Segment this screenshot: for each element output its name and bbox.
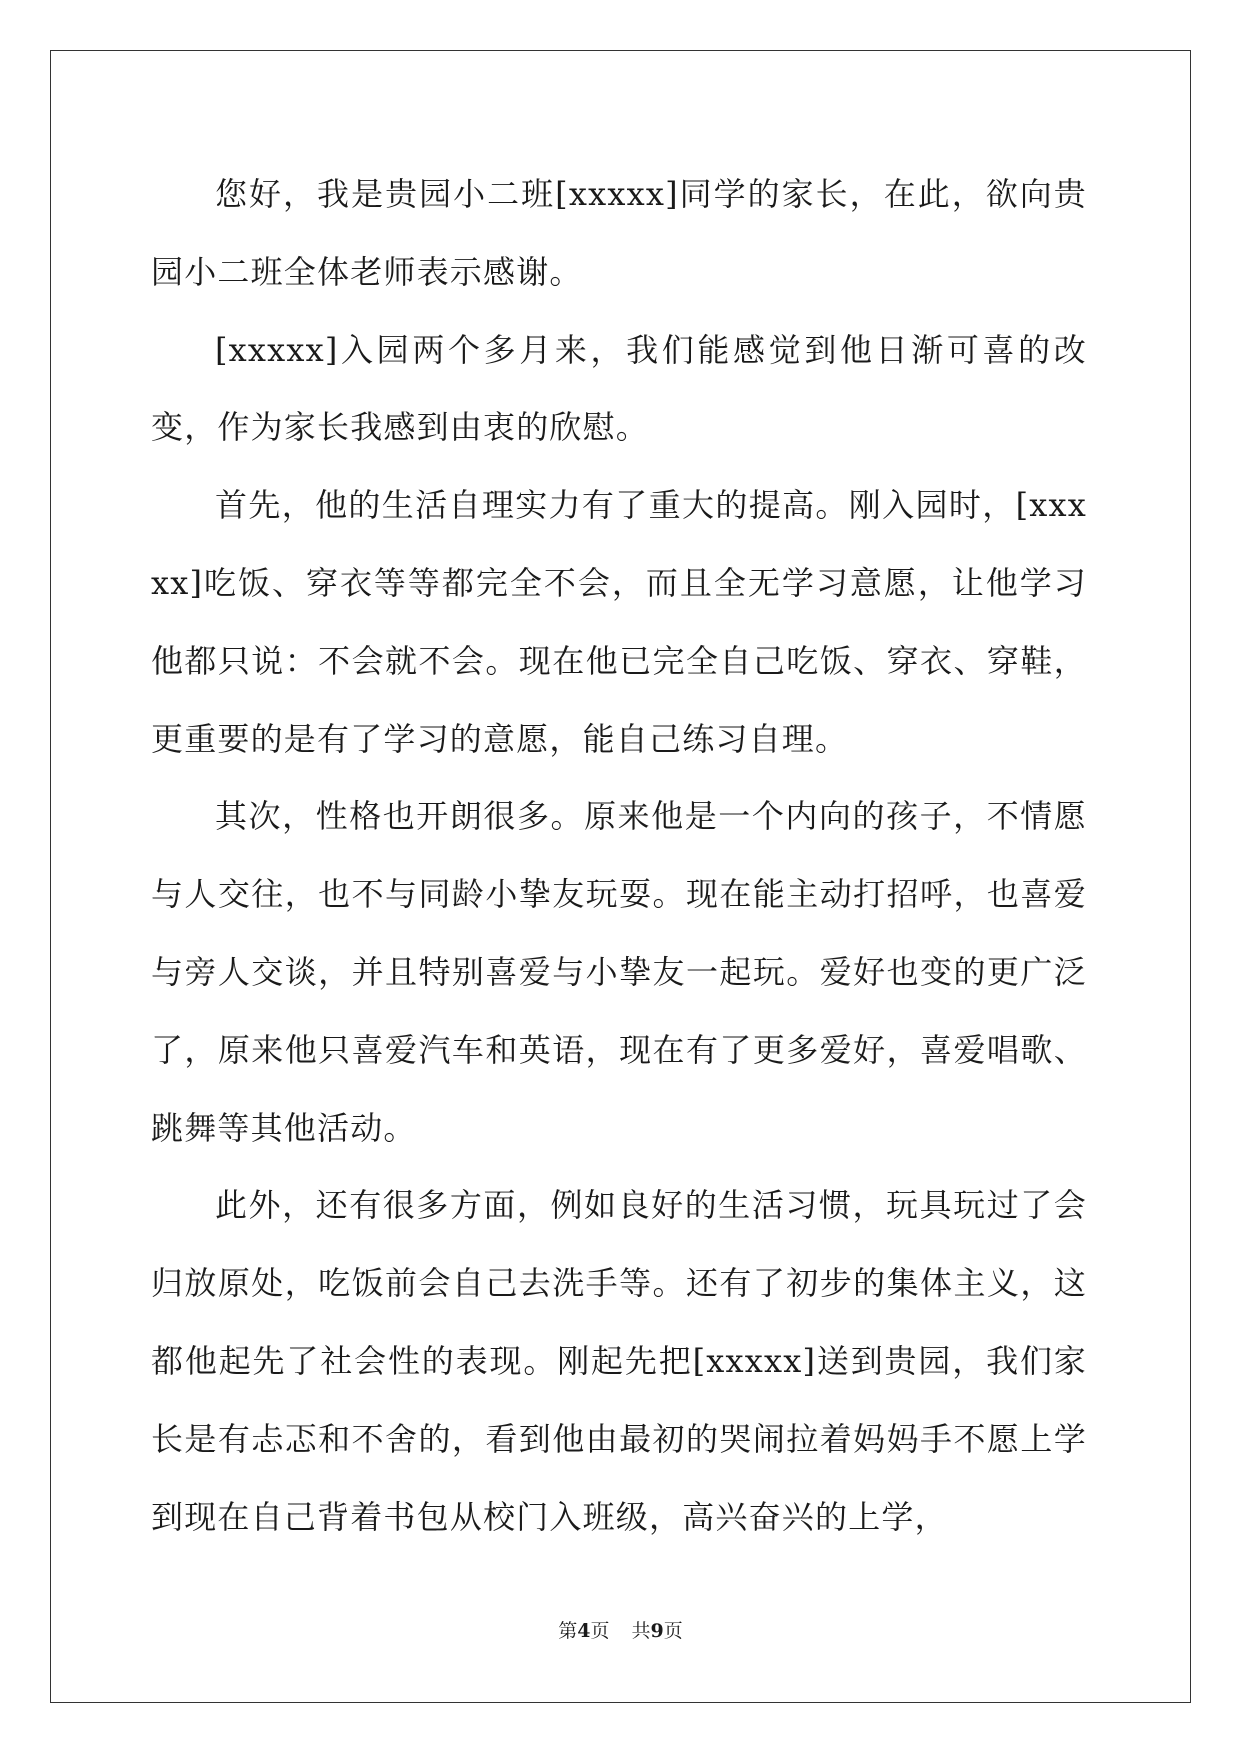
page-suffix: 页	[590, 1620, 610, 1642]
paragraph-2: [xxxxx]入园两个多月来，我们能感觉到他日渐可喜的改变，作为家长我感到由衷的欣慰。	[151, 330, 1087, 447]
paragraph-3: 首先，他的生活自理实力有了重大的提高。刚入园时，[xxxxx]吃饭、穿衣等等都完全不会，而且全无学习意愿，让他学习他都只说：不会就不会。现在他已完全自己吃饭、穿衣、穿鞋，更重要的是有了学习的意愿，能自己练习自理。	[151, 486, 1087, 758]
total-prefix: 共	[631, 1620, 651, 1642]
page-number: 4	[577, 1620, 591, 1642]
paragraph-4: 其次，性格也开朗很多。原来他是一个内向的孩子，不情愿与人交往，也不与同龄小挚友玩耍。现在能主动打招呼，也喜爱与旁人交谈，并且特别喜爱与小挚友一起玩。爱好也变的更广泛了，原来他只喜爱汽车和英语，现在有了更多爱好，喜爱唱歌、跳舞等其他活动。	[151, 797, 1087, 1147]
page-footer	[0, 1616, 1241, 1643]
total-pages: 9	[650, 1620, 664, 1642]
page-prefix: 第	[558, 1620, 578, 1642]
paragraph-5: 此外，还有很多方面，例如良好的生活习惯，玩具玩过了会归放原处，吃饭前会自己去洗手等。还有了初步的集体主义，这都他起先了社会性的表现。刚起先把[xxxxx]送到贵园，我们家长是有忐忑和不舍的，看到他由最初的哭闹拉着妈妈手不愿上学到现在自己背着书包从校门入班级，高兴奋兴的上学，	[151, 1186, 1087, 1536]
document-body	[151, 156, 1087, 1556]
paragraph-1: 您好，我是贵园小二班[xxxxx]同学的家长，在此，欲向贵园小二班全体老师表示感谢。	[151, 175, 1087, 291]
total-suffix: 页	[663, 1620, 683, 1642]
